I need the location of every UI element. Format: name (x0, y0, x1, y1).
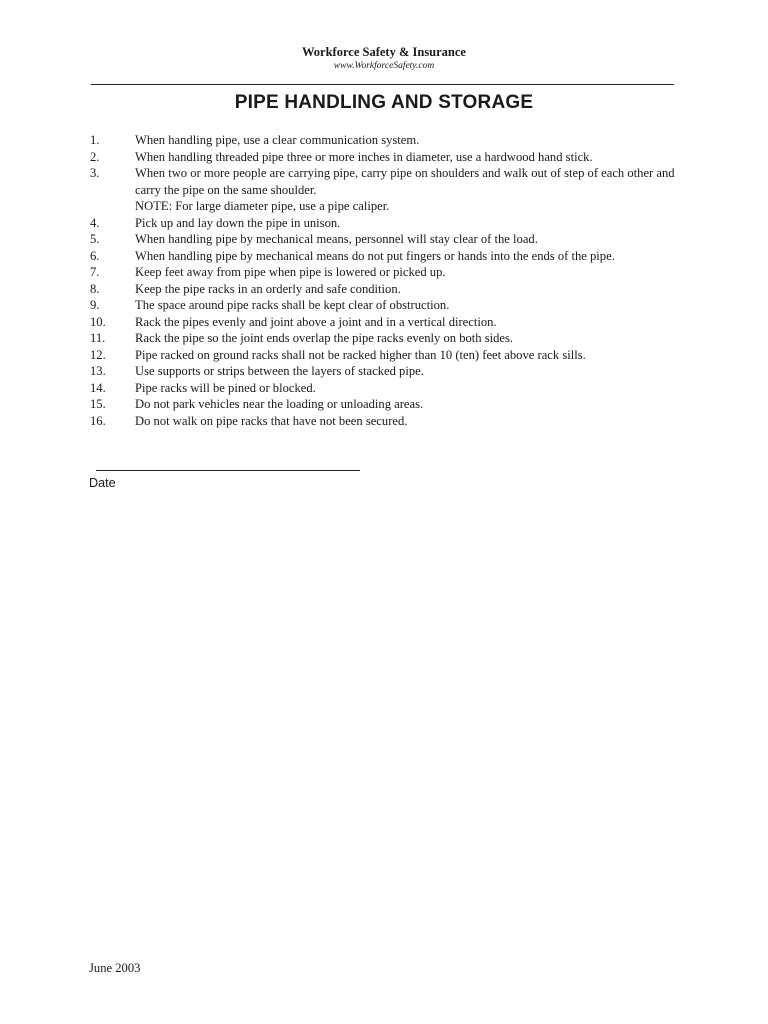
list-item (90, 347, 690, 364)
list-item (90, 330, 690, 347)
item-text: When handling pipe by mechanical means, personnel will stay clear of the load. (135, 232, 538, 246)
item-number: 7. (90, 265, 100, 279)
item-number: 3. (90, 166, 100, 180)
item-number: 1. (90, 133, 100, 147)
item-number: 9. (90, 298, 100, 312)
item-text-with-note (135, 165, 690, 215)
list-item (90, 314, 690, 331)
list-item (90, 248, 690, 265)
list-item (90, 281, 690, 298)
list-item (90, 165, 690, 215)
organization-website: www.WorkforceSafety.com (333, 61, 435, 71)
item-number: 4. (90, 215, 100, 230)
list-item (90, 413, 690, 430)
item-text: Pipe racks will be pined or blocked. (135, 380, 316, 395)
list-item (90, 363, 690, 380)
list-item (90, 380, 690, 397)
item-number: 13. (90, 364, 106, 378)
list-item (90, 149, 690, 166)
item-note: NOTE: For large diameter pipe, use a pipe caliper. (135, 199, 390, 213)
item-number: 2. (90, 149, 100, 164)
item-number: 5. (90, 232, 100, 246)
item-number: 11. (90, 331, 106, 345)
list-item (90, 231, 690, 248)
item-text: Pipe racked on ground racks shall not be racked higher than 10 (ten) feet above rack sills. (135, 347, 586, 362)
header-divider (91, 84, 674, 85)
safety-rules-list (90, 132, 690, 429)
footer-date: June 2003 (89, 961, 141, 975)
item-text: Use supports or strips between the layers of stacked pipe. (135, 364, 424, 378)
list-item (90, 132, 690, 149)
item-text: Pick up and lay down the pipe in unison. (135, 215, 341, 230)
item-text: Do not walk on pipe racks that have not been secured. (135, 413, 408, 428)
item-number: 14. (90, 380, 106, 395)
list-item (90, 264, 690, 281)
item-text: When two or more people are carrying pipe, carry pipe on shoulders and walk out of step of each other and carry the pipe on the same shoulder. (135, 166, 675, 197)
item-text: When handling pipe by mechanical means do not put fingers or hands into the ends of the pipe. (135, 248, 615, 263)
item-text: When handling pipe, use a clear communication system. (135, 133, 420, 147)
list-item (90, 215, 690, 232)
item-text: Keep feet away from pipe when pipe is lowered or picked up. (135, 265, 446, 279)
list-item (90, 297, 690, 314)
item-number: 6. (90, 248, 100, 263)
item-number: 16. (90, 413, 106, 428)
item-number: 10. (90, 314, 106, 329)
item-text: Do not park vehicles near the loading or unloading areas. (135, 397, 424, 411)
item-number: 15. (90, 397, 106, 411)
item-number: 12. (90, 347, 106, 362)
page-title: PIPE HANDLING AND STORAGE (234, 92, 534, 113)
item-text: Rack the pipe so the joint ends overlap the pipe racks evenly on both sides. (135, 331, 514, 345)
item-number: 8. (90, 281, 100, 296)
item-text: The space around pipe racks shall be kept clear of obstruction. (135, 298, 450, 312)
item-text: Rack the pipes evenly and joint above a joint and in a vertical direction. (135, 314, 497, 329)
organization-name: Workforce Safety & Insurance (302, 45, 466, 59)
item-text: When handling threaded pipe three or more inches in diameter, use a hardwood hand stick. (135, 149, 593, 164)
list-item (90, 396, 690, 413)
date-label: Date (89, 476, 116, 490)
date-signature-line (96, 470, 360, 471)
item-text: Keep the pipe racks in an orderly and safe condition. (135, 281, 401, 296)
